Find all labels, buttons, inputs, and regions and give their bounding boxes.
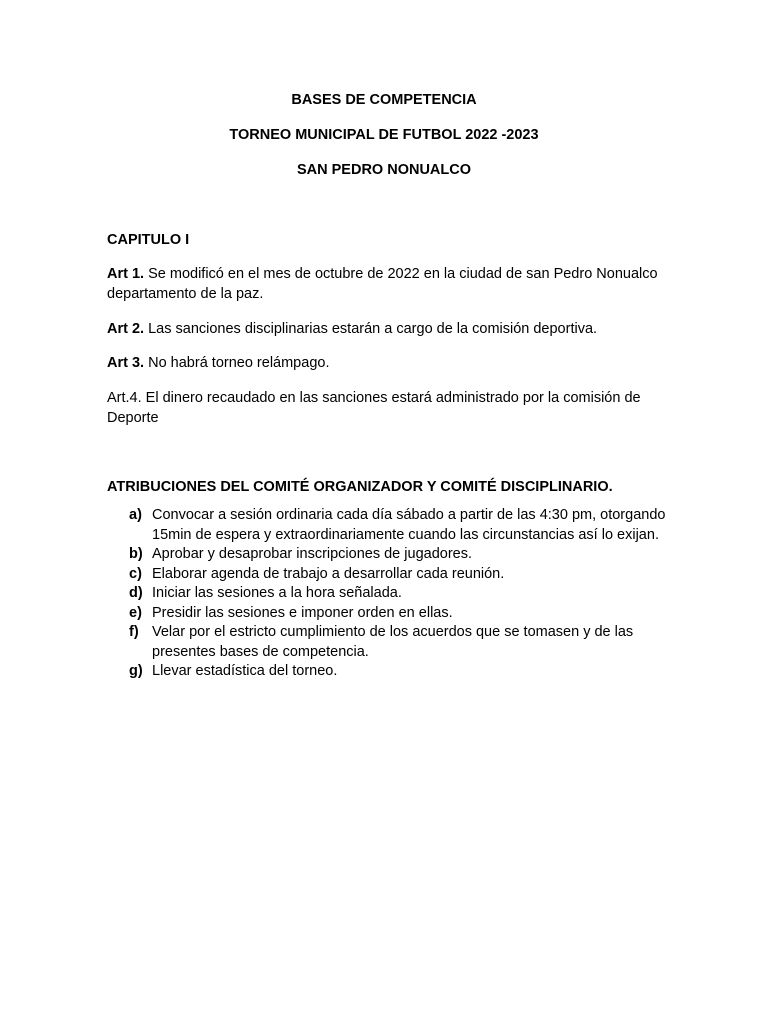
list-item-text: Iniciar las sesiones a la hora señalada.: [152, 585, 402, 601]
list-item: [107, 662, 667, 682]
article-2-label: Art 2.: [107, 321, 145, 337]
article-1: [107, 264, 667, 304]
location-title: SAN PEDRO NONUALCO: [296, 162, 471, 178]
article-3-text: No habrá torneo relámpago.: [144, 355, 330, 371]
list-marker: a): [129, 507, 142, 523]
list-marker: b): [129, 546, 143, 562]
list-item: [107, 584, 667, 604]
article-2-text: Las sanciones disciplinarias estarán a cargo de la comisión deportiva.: [144, 321, 598, 337]
article-2: [107, 319, 667, 339]
article-1-label: Art 1.: [107, 266, 145, 282]
article-3: [107, 353, 667, 373]
list-marker: g): [129, 663, 143, 679]
chapter-heading: CAPITULO I: [107, 232, 190, 248]
list-item-text: Velar por el estricto cumplimiento de los acuerdos que se tomasen y de las presentes bases de competencia.: [152, 624, 634, 660]
article-4: [107, 388, 667, 428]
list-item: [107, 623, 667, 662]
list-marker: d): [129, 585, 143, 601]
article-4-text: Art.4. El dinero recaudado en las sanciones estará administrado por la comisión de Deporte: [107, 390, 641, 426]
list-marker: c): [129, 565, 142, 582]
list-item: [107, 506, 667, 545]
list-item-text: Aprobar y desaprobar inscripciones de jugadores.: [152, 546, 472, 562]
list-item: [107, 545, 667, 565]
list-item-text: Convocar a sesión ordinaria cada día sábado a partir de las 4:30 pm, otorgando 15min de espera y extraordinariamente cuando las circunstancias así lo exijan.: [152, 507, 666, 543]
attributions-list: [107, 506, 667, 682]
article-3-label: Art 3.: [107, 355, 145, 371]
list-item-text: Elaborar agenda de trabajo a desarrollar cada reunión.: [152, 565, 505, 582]
attributions-heading: ATRIBUCIONES DEL COMITÉ ORGANIZADOR Y COMITÉ DISCIPLINARIO.: [107, 479, 613, 495]
list-item-text: Llevar estadística del torneo.: [152, 663, 338, 679]
list-marker: e): [129, 604, 142, 621]
document-title: BASES DE COMPETENCIA: [291, 92, 477, 108]
tournament-title: TORNEO MUNICIPAL DE FUTBOL 2022 -2023: [229, 127, 539, 143]
list-item: [107, 604, 667, 624]
list-item: [107, 565, 667, 585]
article-1-text: Se modificó en el mes de octubre de 2022 en la ciudad de san Pedro Nonualco departamento de la paz.: [107, 266, 658, 302]
list-marker: f): [129, 624, 139, 640]
list-item-text: Presidir las sesiones e imponer orden en ellas.: [152, 604, 453, 621]
